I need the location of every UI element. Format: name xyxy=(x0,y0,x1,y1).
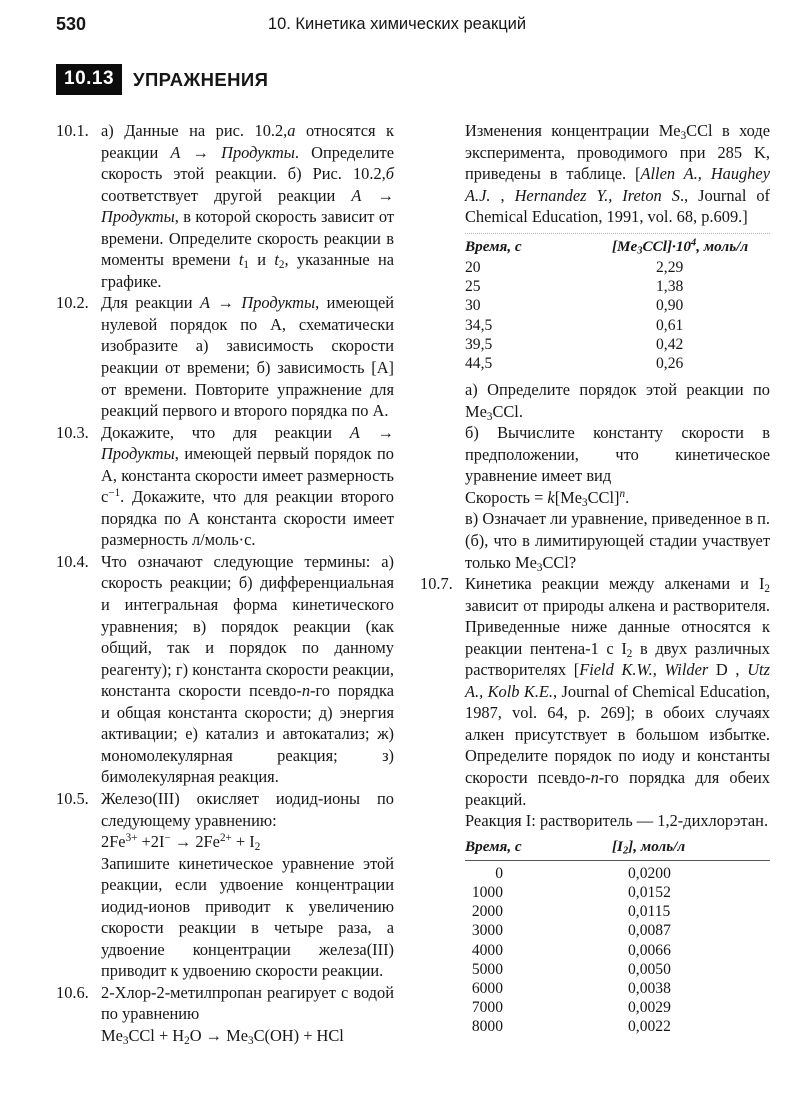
section-heading xyxy=(56,64,794,95)
text-columns xyxy=(56,120,770,1047)
section-number-badge: 10.13 xyxy=(56,64,122,95)
cell-time: 5000 xyxy=(471,960,503,978)
section-title: УПРАЖНЕНИЯ xyxy=(133,68,269,90)
table-row xyxy=(465,883,770,902)
cell-concentration: 0,0038 xyxy=(628,980,671,998)
exercise-body: 2-Хлор-2-метилпропан реагирует с водой по уравнению $Me_3CCl + H_2O \to Me_3C(OH)$ + HCl xyxy=(101,982,394,1047)
table-row xyxy=(465,354,770,373)
table-row xyxy=(465,902,770,921)
cell-time: 39,5 xyxy=(465,335,493,353)
cell-concentration: 0,0029 xyxy=(628,999,671,1017)
cell-concentration: 1,38 xyxy=(656,278,684,296)
cell-concentration: 0,0050 xyxy=(628,960,671,978)
table-body xyxy=(465,258,770,373)
exercise-number: 10.6. xyxy=(56,982,89,1002)
cell-time: 4000 xyxy=(471,941,503,959)
cell-concentration: 0,0152 xyxy=(628,884,671,902)
cell-concentration: 0,42 xyxy=(656,335,684,353)
exercise-body: Железо(III) окисляет иодид-ионы по следующему уравнению: $2Fe^{3+} +2I^- \to 2Fe^{2+} + I_2$ Запишите кинетическое уравнение этой реакции, если удвоение концентрации иодид-ионов приводит к увеличению скорости реакции в четыре раза, а удвоение концентрации железа(III) приводит к удвоению скорости реакции. xyxy=(101,788,394,981)
exercise-number: 10.3. xyxy=(56,422,89,442)
exercise-number: 10.4. xyxy=(56,551,89,571)
table-row xyxy=(465,258,770,277)
table-row xyxy=(465,941,770,960)
exercise-number: 10.1. xyxy=(56,121,89,140)
table-row xyxy=(465,316,770,335)
right-column xyxy=(420,120,770,1043)
cell-time: 2000 xyxy=(471,903,503,921)
table-row xyxy=(465,979,770,998)
cell-time: 1000 xyxy=(471,884,503,902)
table-body xyxy=(465,864,770,1037)
cell-time: 0 xyxy=(495,864,503,882)
table-header-concentration: $[I_2]$, моль/л xyxy=(612,837,686,857)
exercise-10-6-continuation: Изменения концентрации $Me_3CCl$ в ходе эксперимента, проводимого при 285 K, приведены в таблице. [Allen A., Haughey A.J. , Hernandez Y., Ireton S., Journal of Chemical Education, 1991, vol. 68, p.609.] xyxy=(465,121,771,227)
cell-time: 7000 xyxy=(471,999,503,1017)
table-header-row xyxy=(465,233,770,258)
cell-time: 44,5 xyxy=(465,354,493,372)
cell-concentration: 2,29 xyxy=(656,258,684,276)
table-row xyxy=(465,1017,770,1036)
exercise-body: Что означают следующие термины: а) скорость реакции; б) дифференциальная и интегральная форма кинетического уравнения; в) порядок реакции (как общий, так и порядок по данному реагенту); г) константа скорости реакции, константа скорости псевдо-n-го порядка и общая константа скорости; д) энергия активации; е) катализ и автокатализ; ж) мономолекулярная реакция; з) бимолекулярная реакция. xyxy=(101,551,394,787)
exercise-body: а) Данные на рис. 10.2,а относятся к реакции А → Продукты. Определите скорость этой реакции. б) Рис. 10.2,б соответствует другой реакции А → Продукты, в которой скорость зависит от времени. Определите скорость реакции в моменты времени $t_1$ и $t_2$, указанные на графике. xyxy=(101,121,395,291)
cell-time: 3000 xyxy=(471,922,503,940)
cell-time: 34,5 xyxy=(465,316,493,334)
exercise-item xyxy=(56,982,394,1047)
exercise-item xyxy=(56,292,394,421)
exercise-item xyxy=(420,573,770,810)
table-row xyxy=(465,921,770,940)
exercise-item xyxy=(56,422,394,551)
cell-concentration: 0,61 xyxy=(656,316,684,334)
exercise-item xyxy=(56,788,394,982)
exercise-body: Докажите, что для реакции А → Продукты, имеющей первый порядок по А, константа скорости имеет размерность $с^{-1}$. Докажите, что для реакции второго порядка по А константа скорости имеет размерность л/моль·с. xyxy=(101,422,394,550)
cell-concentration: 0,0200 xyxy=(628,864,671,882)
table-row xyxy=(465,277,770,296)
table-row xyxy=(465,864,770,883)
cell-concentration: 0,26 xyxy=(656,354,684,372)
exercise-item xyxy=(56,551,394,788)
table-header-row xyxy=(465,837,770,861)
table-header-time: Время, с xyxy=(465,237,522,255)
exercise-number: 10.5. xyxy=(56,788,89,808)
table-row xyxy=(465,296,770,315)
exercise-body: Для реакции А → Продукты, имеющей нулевой порядок по А, схематически изобразите а) зависимость скорости реакции от времени; б) зависимость [А] от времени. Повторите упражнение для реакций первого и второго порядка по А. xyxy=(101,293,394,421)
cell-time: 20 xyxy=(465,258,481,276)
iodine-concentration-table xyxy=(465,837,770,1037)
exercise-10-6-questions: а) Определите порядок этой реакции по $Me_3CCl$. б) Вычислите константу скорости в предположении, что кинетическое уравнение имеет вид Скорость = $k[Me_3CCl]^n$. в) Означает ли уравнение, приведенное в п. (б), что в лимитирующей стадии участвует только $Me_3CCl$? xyxy=(465,380,770,574)
cell-concentration: 0,0115 xyxy=(628,903,671,921)
chapter-title: 10. Кинетика химических реакций xyxy=(267,15,527,33)
running-head xyxy=(0,0,794,40)
cell-time: 30 xyxy=(465,297,481,315)
page-number: 530 xyxy=(56,14,87,34)
cell-time: 25 xyxy=(465,278,481,296)
cell-concentration: 0,0022 xyxy=(628,1018,671,1036)
cell-time: 6000 xyxy=(471,980,503,998)
cell-time: 8000 xyxy=(471,1018,503,1036)
cell-concentration: 0,0066 xyxy=(628,941,671,959)
exercise-number: 10.7. xyxy=(420,574,453,594)
table-header-time: Время, с xyxy=(465,837,522,855)
left-column xyxy=(56,120,394,1047)
cell-concentration: 0,90 xyxy=(656,297,684,315)
exercise-number: 10.2. xyxy=(56,293,89,313)
table-row xyxy=(465,335,770,354)
table-row xyxy=(465,998,770,1017)
table-row xyxy=(465,960,770,979)
me3ccl-concentration-table xyxy=(465,233,770,373)
reaction-solvent-note: Реакция I: растворитель — 1,2-дихлорэтан. xyxy=(465,811,769,831)
exercise-body: Кинетика реакции между алкенами и $I_2$ зависит от природы алкена и растворителя. Приведенные ниже данные относятся к реакции пентена-1 с $I_2$ в двух различных растворителях [Field K.W., Wilder D , Utz A., Kolb K.E., Journal of Chemical Education, 1987, vol. 64, p. 269]; в обоих случаях алкен присутствует в большом избытке. Определите порядок по иоду и константы скорости псевдо-n-го порядка для обеих реакций. xyxy=(465,574,770,809)
exercise-list xyxy=(56,120,394,1047)
exercise-item xyxy=(56,120,394,292)
cell-concentration: 0,0087 xyxy=(628,922,671,940)
table-header-concentration: $[Me_3CCl]\cdot 10^4$, моль/л xyxy=(612,237,749,257)
